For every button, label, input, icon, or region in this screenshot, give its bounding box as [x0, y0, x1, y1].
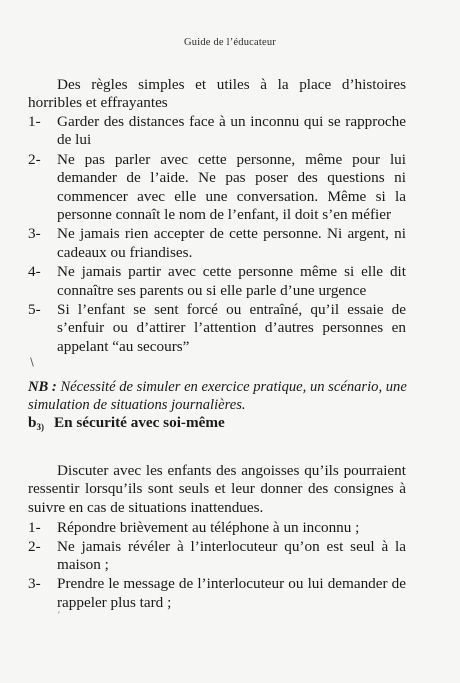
rules-list: [28, 113, 406, 357]
section-paragraph: Discuter avec les enfants des angoisses qu’ils pourraient ressentir lorsqu’ils sont seuls et leur donner des consignes à suivre en cas de situations inattendues.: [28, 462, 406, 516]
item-number: 3-: [28, 225, 41, 243]
item-text: Ne jamais rien accepter de cette personne. Ni argent, ni cadeaux ou friandises.: [57, 225, 406, 261]
item-text: Ne jamais révéler à l’interlocuteur qu’on est seul à la maison ;: [57, 537, 406, 574]
list-item: [28, 575, 406, 612]
item-number: 5-: [28, 301, 41, 319]
list-item: [28, 151, 406, 225]
list-item: [28, 301, 406, 356]
list-item: [28, 263, 406, 300]
item-number: 4-: [28, 263, 41, 281]
item-text: Ne pas parler avec cette personne, même pour lui demander de l’aide. Ne pas poser des questions ni commencer avec elle une conversation. Même si la personne connaît le nom de l’enfant, il doit s’en méfier: [57, 150, 406, 224]
pen-mark: ∖: [28, 357, 36, 369]
section-heading: [28, 414, 225, 432]
item-text: Ne jamais partir avec cette personne même si elle dit connaître ses parents ou si elle parle d’une urgence: [57, 263, 406, 299]
nb-note: [28, 378, 408, 414]
steps-list: [28, 519, 406, 613]
item-number: 1-: [28, 519, 41, 536]
section-subscript: 3): [36, 422, 44, 432]
item-number: 2-: [28, 150, 41, 168]
list-item: [28, 538, 406, 575]
section-letter: b: [28, 414, 37, 431]
running-header: Guide de l’éducateur: [183, 37, 277, 48]
item-text: Garder des distances face à un inconnu qui se rapproche de lui: [57, 113, 406, 149]
item-text: Si l’enfant se sent forcé ou entraîné, qu’il essaie de s’enfuir ou d’attirer l’attention d’autres personnes en appelant “au secours”: [57, 301, 406, 355]
item-number: 2-: [28, 537, 41, 555]
list-item: [28, 519, 406, 537]
item-number: 3-: [28, 575, 41, 593]
nb-text: Nécessité de simuler en exercice pratique, un scénario, une simulation de situations journalières.: [28, 379, 407, 413]
item-text: Répondre brièvement au téléphone à un inconnu ;: [57, 519, 360, 536]
item-text: Prendre le message de l’interlocuteur ou lui demander de rappeler plus tard ;: [57, 575, 406, 611]
intro-paragraph: Des règles simples et utiles à la place d’histoires horribles et effrayantes: [28, 76, 406, 112]
nb-label: NB :: [28, 379, 57, 395]
item-number: 1-: [28, 113, 41, 130]
list-item: [28, 225, 406, 262]
ink-dot: ′: [58, 610, 60, 620]
section-title: En sécurité avec soi-même: [53, 414, 225, 431]
list-item: [28, 113, 406, 150]
